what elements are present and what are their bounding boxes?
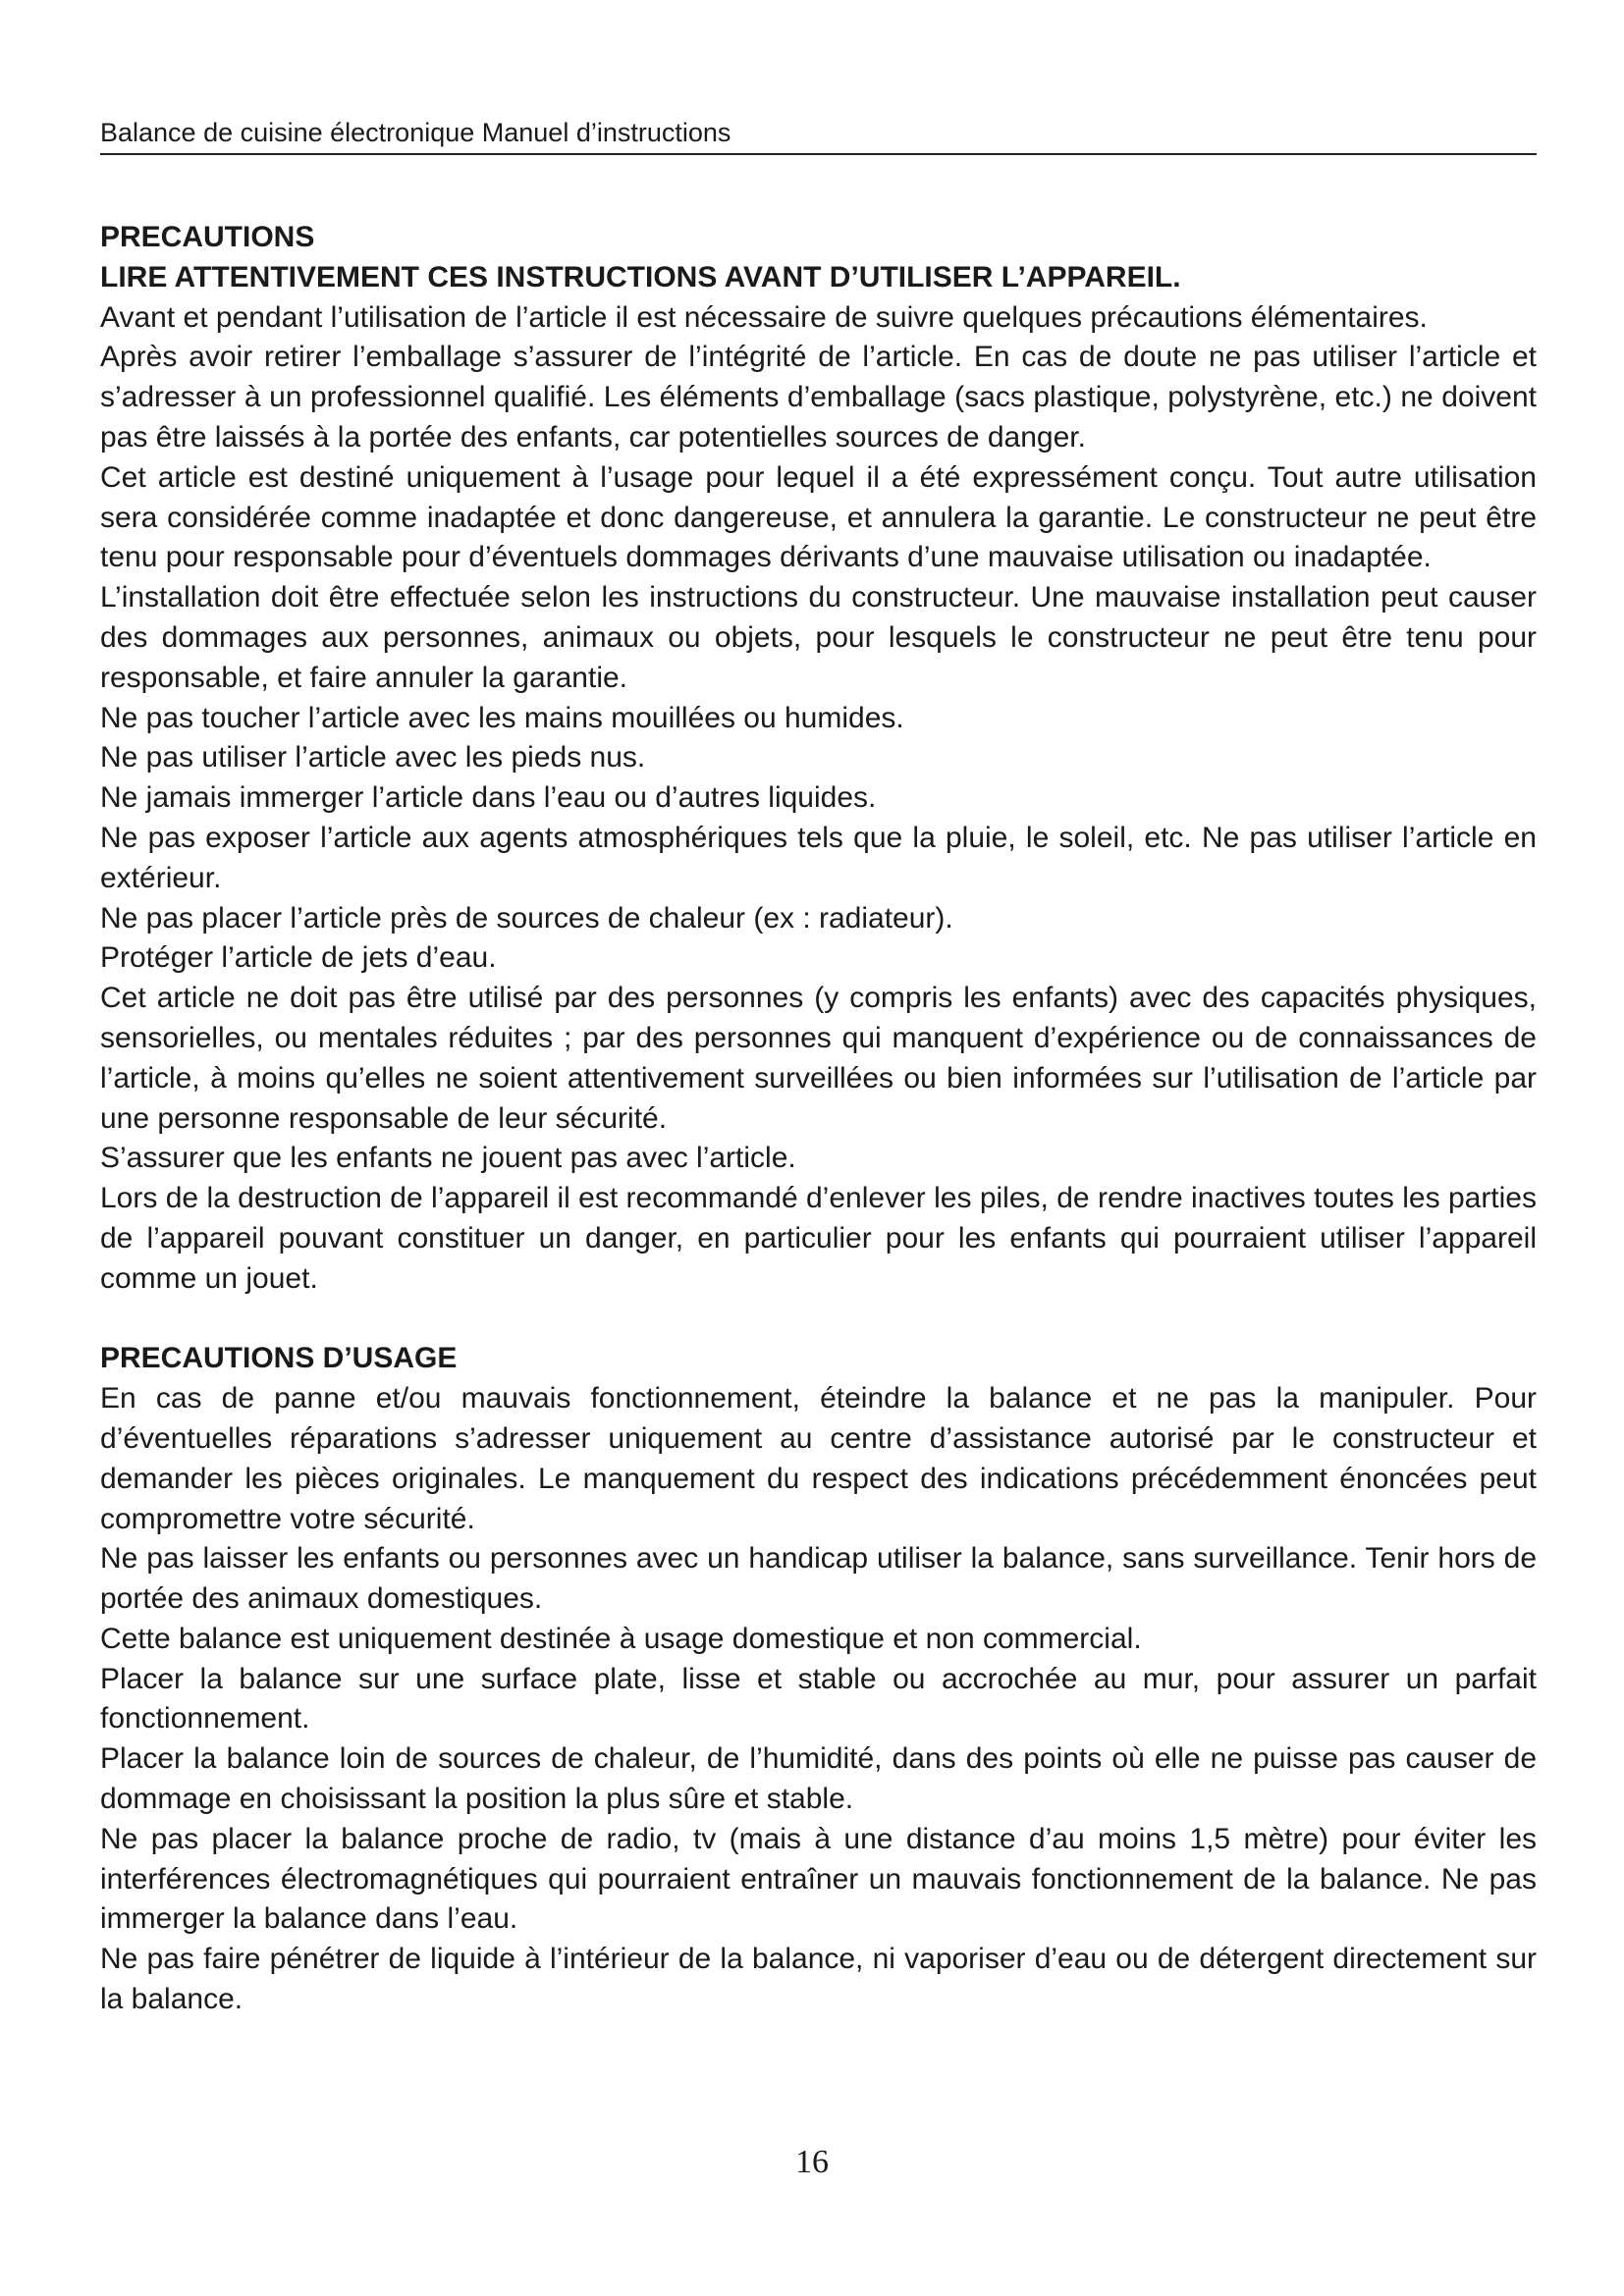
paragraph: Placer la balance loin de sources de chaleur, de l’humidité, dans des points où elle ne puisse pas causer de dommage en choisissant la position la plus sûre et stable. [100, 1742, 1537, 1816]
paragraph: Après avoir retirer l’emballage s’assurer de l’intégrité de l’article. En cas de doute ne pas utiliser l’article et s’adresser à un professionnel qualifié. Les éléments d’emballage (sacs plastique, polystyrène, etc.) ne doivent pas être laissés à la portée des enfants, car potentielles sources de danger. [100, 341, 1537, 454]
section-subheading: LIRE ATTENTIVEMENT CES INSTRUCTIONS AVANT D’UTILISER L’APPAREIL. [100, 260, 1181, 294]
page-content [100, 218, 1537, 2020]
section-heading: PRECAUTIONS D’USAGE [100, 1342, 458, 1375]
paragraph: Ne pas laisser les enfants ou personnes avec un handicap utiliser la balance, sans surveillance. Tenir hors de portée des animaux domestiques. [100, 1542, 1537, 1616]
page-number: 16 [795, 2144, 829, 2180]
section-precautions-usage [100, 1339, 1537, 2020]
paragraph: Ne pas exposer l’article aux agents atmosphériques tels que la pluie, le soleil, etc. Ne pas utiliser l’article en extérieur. [100, 821, 1537, 894]
paragraph: Ne pas placer l’article près de sources de chaleur (ex : radiateur). [100, 901, 953, 934]
paragraph: Cet article ne doit pas être utilisé par des personnes (y compris les enfants) avec des capacités physiques, sensorielles, ou mentales réduites ; par des personnes qui manquent d’expérience ou de connaissances de l’article, à moins qu’elles ne soient attentivement surveillées ou bien informées sur l’utilisation de l’article par une personne responsable de leur sécurité. [100, 982, 1537, 1135]
paragraph: Placer la balance sur une surface plate, lisse et stable ou accrochée au mur, pour assurer un parfait fonctionnement. [100, 1662, 1537, 1735]
paragraph: Cette balance est uniquement destinée à usage domestique et non commercial. [100, 1622, 1142, 1655]
paragraph: Ne pas utiliser l’article avec les pieds nus. [100, 741, 646, 774]
running-header-text: Balance de cuisine électronique Manuel d’instructions [100, 118, 731, 147]
paragraph: Ne pas placer la balance proche de radio, tv (mais à une distance d’au moins 1,5 mètre) pour éviter les interférences électromagnétiques qui pourraient entraîner un mauvais fonctionnement de la balance. Ne pas immerger la balance dans l’eau. [100, 1822, 1537, 1936]
paragraph: Avant et pendant l’utilisation de l’article il est nécessaire de suivre quelques précautions élémentaires. [100, 300, 1428, 334]
paragraph: Ne jamais immerger l’article dans l’eau ou d’autres liquides. [100, 781, 877, 815]
paragraph: S’assurer que les enfants ne jouent pas avec l’article. [100, 1142, 796, 1175]
paragraph: Protéger l’article de jets d’eau. [100, 941, 497, 975]
paragraph: Ne pas faire pénétrer de liquide à l’intérieur de la balance, ni vaporiser d’eau ou de détergent directement sur la balance. [100, 1943, 1537, 2016]
paragraph: En cas de panne et/ou mauvais fonctionnement, éteindre la balance et ne pas la manipuler. Pour d’éventuelles réparations s’adresser uniquement au centre d’assistance autorisé par le constructeur et demander les pièces originales. Le manquement du respect des indications précédemment énoncées peut compromettre votre sécurité. [100, 1382, 1537, 1535]
section-precautions [100, 218, 1537, 1300]
paragraph: Lors de la destruction de l’appareil il est recommandé d’enlever les piles, de rendre inactives toutes les parties de l’appareil pouvant constituer un danger, en particulier pour les enfants qui pourraient utiliser l’appareil comme un jouet. [100, 1182, 1537, 1295]
paragraph: Ne pas toucher l’article avec les mains mouillées ou humides. [100, 701, 904, 734]
paragraph: L’installation doit être effectuée selon les instructions du constructeur. Une mauvaise installation peut causer des dommages aux personnes, animaux ou objets, pour lesquels le constructeur ne peut être tenu pour responsable, et faire annuler la garantie. [100, 581, 1537, 694]
paragraph: Cet article est destiné uniquement à l’usage pour lequel il a été expressément conçu. Tout autre utilisation sera considérée comme inadaptée et donc dangereuse, et annulera la garantie. Le constructeur ne peut être tenu pour responsable pour d’éventuels dommages dérivants d’une mauvaise utilisation ou inadaptée. [100, 460, 1537, 574]
section-heading: PRECAUTIONS [100, 221, 315, 253]
running-header [100, 116, 1537, 155]
